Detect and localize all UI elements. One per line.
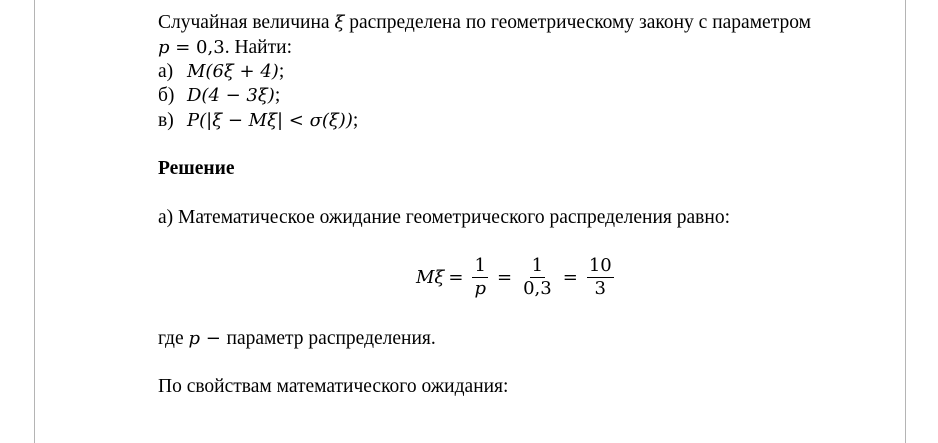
task-label: а) <box>158 61 174 82</box>
formula-lhs: Mξ <box>416 266 445 288</box>
task-punct: ; <box>278 61 285 82</box>
page-left-border <box>34 0 35 443</box>
task-expression: M(6ξ + 4) <box>187 61 279 82</box>
problem-text: Случайная величина <box>158 12 335 33</box>
fraction-numerator: 1 <box>531 254 544 276</box>
where-lead: где <box>158 328 189 349</box>
equals-sign: = <box>562 266 578 288</box>
fraction-1-over-0-3 <box>521 255 554 300</box>
variable-p: p <box>188 328 201 349</box>
task-expression: D(4 − 3ξ) <box>187 85 275 106</box>
fraction-numerator: 10 <box>588 254 612 276</box>
fraction-10-over-3 <box>587 255 614 300</box>
task-punct: ; <box>352 110 359 131</box>
problem-find: . Найти: <box>224 37 292 58</box>
fraction-denominator: p <box>474 277 486 299</box>
variable-p: p <box>158 37 170 58</box>
task-label: в) <box>158 110 174 131</box>
equals-sign: = <box>448 266 464 288</box>
parameter-value: = 0,3 <box>169 37 225 58</box>
where-line <box>158 327 436 351</box>
where-tail: параметр распределения. <box>226 328 436 349</box>
task-punct: ; <box>274 85 281 106</box>
task-item-a <box>158 60 284 84</box>
expectation-formula <box>416 251 619 303</box>
equals-sign: = <box>496 266 513 288</box>
problem-line-1 <box>158 11 811 35</box>
fraction-numerator: 1 <box>474 254 486 276</box>
fraction-denominator: 0,3 <box>523 277 552 299</box>
part-a-intro: а) Математическое ожидание геометрического распределения равно: <box>158 207 730 228</box>
task-expression: P(|ξ − Mξ| < σ(ξ)) <box>187 110 353 131</box>
page-right-border <box>905 0 906 443</box>
problem-line-2 <box>158 36 292 60</box>
task-item-b <box>158 84 280 108</box>
task-item-c <box>158 109 358 133</box>
solution-heading: Решение <box>158 158 235 179</box>
fraction-denominator: 3 <box>594 277 606 299</box>
problem-text-tail: распределена по геометрическому закону с параметром <box>344 12 811 33</box>
task-label: б) <box>158 85 175 106</box>
variable-xi: ξ <box>334 12 345 33</box>
dash: − <box>200 328 227 349</box>
properties-line: По свойствам математического ожидания: <box>158 376 509 397</box>
fraction-1-over-p <box>472 255 488 300</box>
